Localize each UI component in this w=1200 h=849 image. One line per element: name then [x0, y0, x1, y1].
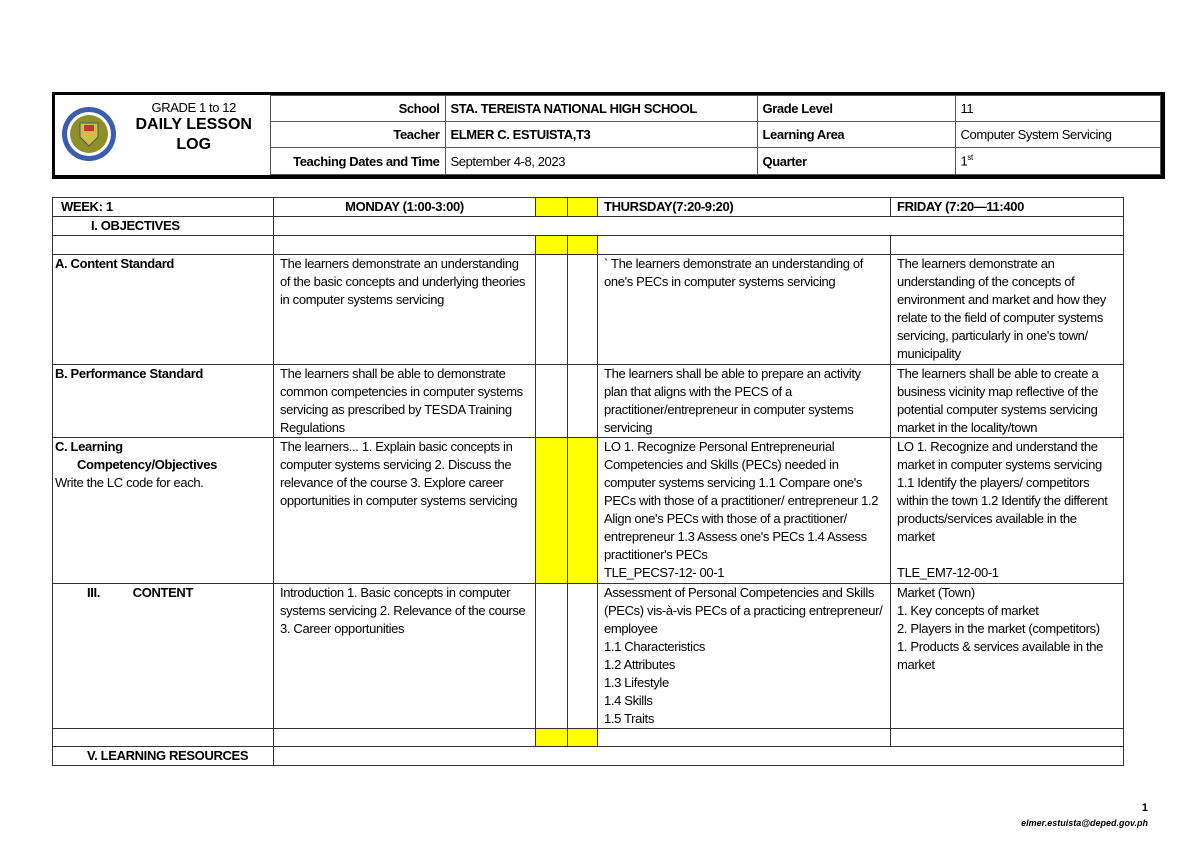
content-standard-friday: The learners demonstrate an understanding of the concepts of environment and market and how they relate to the field of computer systems servicing, particularly in one's town/ municipality [891, 255, 1124, 365]
grade-level-label: Grade Level [757, 96, 955, 122]
lesson-log-table [52, 197, 1124, 766]
thursday-header: THURSDAY(7:20-9:20) [598, 198, 891, 217]
empty-cell [274, 747, 1124, 766]
empty-cell [891, 236, 1124, 255]
empty-cell [536, 584, 568, 729]
empty-cell [568, 365, 598, 438]
friday-header: FRIDAY (7:20—11:400 [891, 198, 1124, 217]
highlight-cell [568, 236, 598, 255]
learning-resources-heading: V. LEARNING RESOURCES [53, 747, 274, 766]
performance-standard-friday: The learners shall be able to create a business vicinity map reflective of the potential computer systems servicing market in the locality/town [891, 365, 1124, 438]
teaching-dates-value: September 4-8, 2023 [445, 148, 757, 175]
table-row [53, 236, 1124, 255]
header-info-table [52, 92, 1165, 179]
school-label: School [270, 96, 445, 122]
content-standard-monday: The learners demonstrate an understanding of the basic concepts and underlying theories in computer systems servicing [274, 255, 536, 365]
highlight-cell [568, 729, 598, 747]
empty-cell [53, 729, 274, 747]
seal-icon [60, 105, 118, 163]
quarter-label: Quarter [757, 148, 955, 175]
document-title [118, 96, 270, 175]
learning-area-value: Computer System Servicing [955, 122, 1161, 148]
performance-standard-monday: The learners shall be able to demonstrate common competencies in computer systems servicing as prescribed by TESDA Training Regulations [274, 365, 536, 438]
table-row [53, 729, 1124, 747]
table-row [53, 198, 1124, 217]
highlight-cell [568, 198, 598, 217]
objectives-heading: I. OBJECTIVES [53, 217, 274, 236]
teacher-value: ELMER C. ESTUISTA,T3 [445, 122, 757, 148]
learning-area-label: Learning Area [757, 122, 955, 148]
empty-cell [568, 584, 598, 729]
table-row [53, 365, 1124, 438]
lc-label-line1: C. Learning [55, 439, 123, 454]
empty-cell [274, 217, 1124, 236]
grade-level-value: 11 [955, 96, 1161, 122]
monday-header: MONDAY (1:00-3:00) [274, 198, 536, 217]
highlight-cell [536, 729, 568, 747]
learning-competency-label [53, 438, 274, 584]
learning-competency-thursday: LO 1. Recognize Personal Entrepreneurial Competencies and Skills (PECs) needed in computer systems servicing 1.1 Compare one's PECs with those of a practitioner/ entrepreneur 1.2 Align one's PECs with those of a practitioner/ entrepreneur 1.3 Assess one's PECs 1.4 Assess practitioner's PECs TLE_PECS7-12- 00-1 [598, 438, 891, 584]
teaching-dates-label: Teaching Dates and Time [270, 148, 445, 175]
week-header: WEEK: 1 [53, 198, 274, 217]
empty-cell [598, 236, 891, 255]
learning-competency-friday: LO 1. Recognize and understand the market in computer systems servicing 1.1 Identify the players/ competitors within the town 1.2 Identify the different products/services available in the market TLE_EM7-12-00-1 [891, 438, 1124, 584]
content-monday: Introduction 1. Basic concepts in computer systems servicing 2. Relevance of the course 3. Career opportunities [274, 584, 536, 729]
table-row [53, 255, 1124, 365]
content-thursday: Assessment of Personal Competencies and Skills (PECs) vis-à-vis PECs of a practicing entrepreneur/ employee 1.1 Characteristics 1.2 Attributes 1.3 Lifestyle 1.4 Skills 1.5 Traits [598, 584, 891, 729]
learning-competency-monday: The learners... 1. Explain basic concepts in computer systems servicing 2. Discuss the relevance of the course 3. Explore career opportunities in computer systems servicing [274, 438, 536, 584]
lc-label-line2: Competency/Objectives [77, 457, 218, 472]
empty-cell [568, 255, 598, 365]
page-number: 1 [1141, 802, 1148, 814]
highlight-cell [536, 198, 568, 217]
lc-label-line3: Write the LC code for each. [55, 475, 204, 490]
highlight-cell [536, 236, 568, 255]
table-row [53, 584, 1124, 729]
empty-cell [598, 729, 891, 747]
content-standard-label: A. Content Standard [53, 255, 274, 365]
content-standard-thursday: ` The learners demonstrate an understanding of one's PECs in computer systems servicing [598, 255, 891, 365]
school-value: STA. TEREISTA NATIONAL HIGH SCHOOL [445, 96, 757, 122]
table-row [53, 217, 1124, 236]
table-row [53, 747, 1124, 766]
grade-range-label: GRADE 1 to 12 [151, 99, 236, 115]
highlight-cell [568, 438, 598, 584]
teacher-label: Teacher [270, 122, 445, 148]
empty-cell [891, 729, 1124, 747]
empty-cell [53, 236, 274, 255]
empty-cell [274, 236, 536, 255]
performance-standard-thursday: The learners shall be able to prepare an activity plan that aligns with the PECS of a practitioner/entrepreneur in computer systems servicing [598, 365, 891, 438]
quarter-value: 1st [955, 148, 1161, 175]
content-friday: Market (Town) 1. Key concepts of market 2. Players in the market (competitors) 1. Products & services available in the market [891, 584, 1124, 729]
performance-standard-label: B. Performance Standard [53, 365, 274, 438]
deped-seal-logo [55, 96, 118, 175]
empty-cell [274, 729, 536, 747]
empty-cell [536, 365, 568, 438]
daily-lesson-log-title: DAILY LESSON LOG [135, 115, 252, 153]
content-label: III. CONTENT [53, 584, 274, 729]
footer-email: elmer.estuista@deped.gov.ph [1021, 818, 1148, 828]
table-row [53, 438, 1124, 584]
highlight-cell [536, 438, 568, 584]
empty-cell [536, 255, 568, 365]
